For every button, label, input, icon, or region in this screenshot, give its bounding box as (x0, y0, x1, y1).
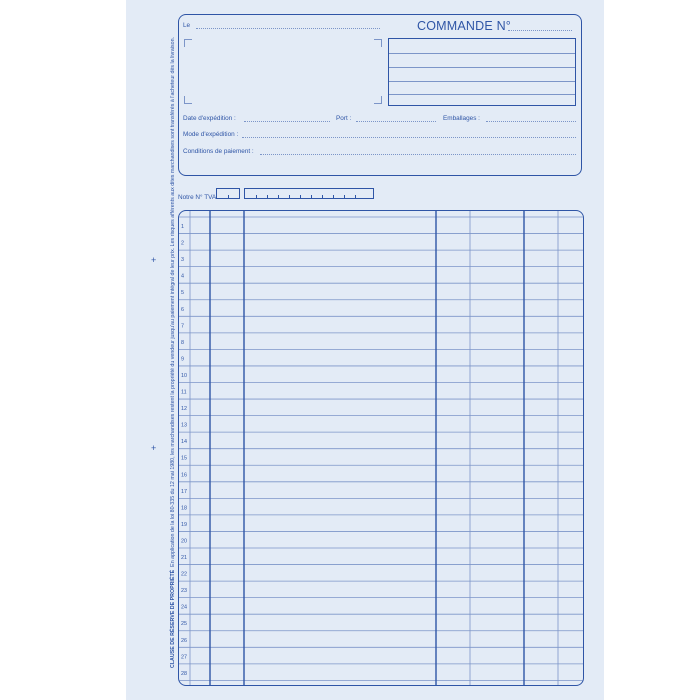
date-expedition-label: Date d'expédition : (183, 115, 236, 122)
row-number: 10 (180, 372, 187, 379)
row-number: 6 (180, 306, 184, 313)
punch-mark-upper: + (151, 255, 157, 265)
port-label: Port : (336, 115, 352, 122)
emballages-field[interactable] (486, 121, 576, 122)
port-field[interactable] (356, 121, 436, 122)
conditions-paiement-label: Conditions de paiement : (183, 148, 254, 155)
tva-tick (333, 195, 334, 198)
property-clause-heading: CLAUSE DE RÉSERVE DE PROPRIÉTÉ (170, 569, 176, 668)
row-number: 15 (180, 455, 187, 462)
tva-tick (256, 195, 257, 198)
row-number: 5 (180, 289, 184, 296)
row-number: 17 (180, 488, 187, 495)
tva-tick (322, 195, 323, 198)
row-number: 4 (180, 273, 184, 280)
row-number: 9 (180, 356, 184, 363)
tva-label: Notre N° TVA (178, 194, 217, 201)
row-number: 16 (180, 471, 187, 478)
order-recipient-box[interactable] (388, 38, 576, 106)
order-title: COMMANDE N° (417, 19, 512, 33)
recipient-line (389, 94, 575, 95)
emballages-label: Emballages : (443, 115, 480, 122)
row-number: 21 (180, 554, 187, 561)
le-label: Le (183, 22, 191, 29)
tva-tick (344, 195, 345, 198)
row-number: 20 (180, 538, 187, 545)
punch-mark-lower: + (151, 443, 157, 453)
tva-tick (289, 195, 290, 198)
property-clause-text: En application de la loi 80-335 du 12 mai 1980, les marchandises restent la propriété du vendeur jusqu'au paiement intégral de leur prix. Les risques afférents aux dites marchandises sont transférés à l'acheteur dès la livraison. (170, 36, 176, 567)
row-number: 22 (180, 571, 187, 578)
tva-tick (228, 195, 229, 198)
tva-tick (355, 195, 356, 198)
tva-number-field[interactable] (244, 188, 374, 199)
recipient-line (389, 53, 575, 54)
row-number: 8 (180, 339, 184, 346)
le-field[interactable] (196, 28, 380, 29)
mode-expedition-field[interactable] (242, 137, 576, 138)
mode-expedition-label: Mode d'expédition : (183, 131, 239, 138)
row-number: 12 (180, 405, 187, 412)
order-lines-table (178, 210, 584, 686)
row-number: 24 (180, 604, 187, 611)
tva-prefix-field[interactable] (216, 188, 240, 199)
tva-tick (278, 195, 279, 198)
row-number: 23 (180, 587, 187, 594)
row-number: 26 (180, 637, 187, 644)
row-number: 28 (180, 670, 187, 677)
row-number: 25 (180, 620, 187, 627)
row-number: 27 (180, 653, 187, 660)
row-number: 14 (180, 438, 187, 445)
tva-tick (300, 195, 301, 198)
conditions-paiement-field[interactable] (260, 154, 576, 155)
row-number: 18 (180, 504, 187, 511)
row-number: 2 (180, 240, 184, 247)
date-expedition-field[interactable] (244, 121, 330, 122)
row-number: 13 (180, 422, 187, 429)
order-lines-grid (178, 210, 584, 686)
row-number: 7 (180, 322, 184, 329)
recipient-line (389, 67, 575, 68)
row-number: 19 (180, 521, 187, 528)
order-number-field[interactable] (508, 30, 572, 31)
row-number: 1 (180, 223, 184, 230)
row-number: 3 (180, 256, 184, 263)
address-area[interactable] (186, 41, 378, 101)
tva-tick (311, 195, 312, 198)
row-number: 11 (180, 389, 187, 396)
recipient-line (389, 81, 575, 82)
tva-tick (267, 195, 268, 198)
